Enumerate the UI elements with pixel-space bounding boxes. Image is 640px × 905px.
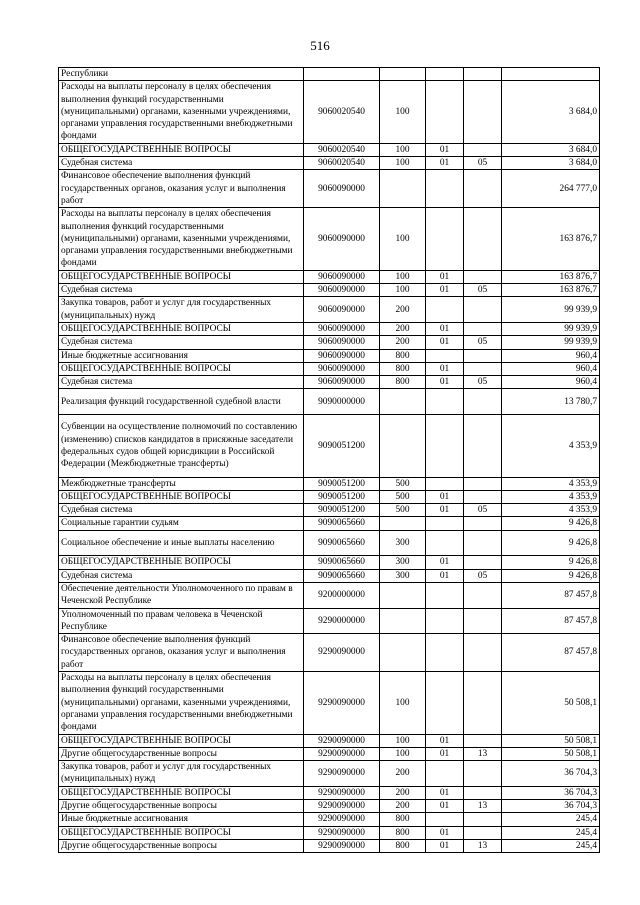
- row-section: [426, 297, 464, 323]
- row-section: 01: [426, 376, 464, 389]
- row-amount: 245,4: [502, 839, 600, 852]
- row-subsection: [464, 362, 502, 375]
- row-expense-group: 100: [380, 270, 426, 283]
- row-subsection: [464, 143, 502, 156]
- row-subsection: [464, 582, 502, 608]
- row-expense-group: 200: [380, 336, 426, 349]
- row-section: 01: [426, 504, 464, 517]
- row-amount: [502, 68, 600, 81]
- row-subsection: [464, 170, 502, 208]
- row-code: 9060020540: [304, 81, 380, 144]
- row-amount: 960,4: [502, 376, 600, 389]
- row-subsection: 05: [464, 284, 502, 297]
- row-subsection: [464, 297, 502, 323]
- row-code: 9290090000: [304, 634, 380, 672]
- row-amount: 4 353,9: [502, 490, 600, 503]
- row-amount: 50 508,1: [502, 747, 600, 760]
- table-row: [59, 747, 600, 760]
- row-name: Судебная система: [59, 336, 304, 349]
- row-code: 9290090000: [304, 799, 380, 812]
- row-name: Судебная система: [59, 157, 304, 170]
- row-subsection: [464, 761, 502, 787]
- row-expense-group: 200: [380, 799, 426, 812]
- row-subsection: [464, 813, 502, 826]
- table-row: [59, 672, 600, 735]
- table-row: [59, 322, 600, 335]
- table-row: [59, 143, 600, 156]
- row-subsection: 13: [464, 799, 502, 812]
- table-row: [59, 389, 600, 415]
- table-row: [59, 569, 600, 582]
- table-row: [59, 786, 600, 799]
- row-subsection: [464, 490, 502, 503]
- row-amount: 9 426,8: [502, 530, 600, 556]
- table-row: [59, 734, 600, 747]
- row-code: 9090000000: [304, 389, 380, 415]
- table-row: [59, 490, 600, 503]
- row-section: 01: [426, 336, 464, 349]
- row-name: Республики: [59, 68, 304, 81]
- row-subsection: [464, 68, 502, 81]
- row-name: Закупка товаров, работ и услуг для государственных (муниципальных) нужд: [59, 297, 304, 323]
- table-row: [59, 799, 600, 812]
- row-section: [426, 517, 464, 530]
- row-code: 9290090000: [304, 734, 380, 747]
- row-amount: 87 457,8: [502, 608, 600, 634]
- row-name: Обеспечение деятельности Уполномоченного по правам в Чеченской Республике: [59, 582, 304, 608]
- row-code: 9060090000: [304, 284, 380, 297]
- row-code: 9060090000: [304, 270, 380, 283]
- row-expense-group: 200: [380, 322, 426, 335]
- table-row: [59, 839, 600, 852]
- table-row: [59, 284, 600, 297]
- row-section: [426, 68, 464, 81]
- row-amount: 163 876,7: [502, 208, 600, 271]
- row-expense-group: [380, 582, 426, 608]
- row-section: [426, 170, 464, 208]
- row-code: [304, 68, 380, 81]
- row-code: 9090065660: [304, 530, 380, 556]
- row-section: 01: [426, 284, 464, 297]
- row-subsection: [464, 530, 502, 556]
- row-name: Расходы на выплаты персоналу в целях обеспечения выполнения функций государственными (муниципальными) органами, казенными учреждениями, органами управления государственными внебюджетными фондами: [59, 208, 304, 271]
- table-row: [59, 297, 600, 323]
- row-amount: 36 704,3: [502, 761, 600, 787]
- row-code: 9090051200: [304, 504, 380, 517]
- row-expense-group: 100: [380, 734, 426, 747]
- table-row: [59, 634, 600, 672]
- budget-table: [58, 67, 600, 853]
- row-code: 9060020540: [304, 157, 380, 170]
- row-expense-group: 100: [380, 157, 426, 170]
- row-name: Социальные гарантии судьям: [59, 517, 304, 530]
- row-section: [426, 813, 464, 826]
- row-amount: 163 876,7: [502, 270, 600, 283]
- table-row: [59, 362, 600, 375]
- row-section: 01: [426, 839, 464, 852]
- row-subsection: 05: [464, 157, 502, 170]
- row-name: Судебная система: [59, 376, 304, 389]
- table-row: [59, 208, 600, 271]
- row-code: 9060090000: [304, 336, 380, 349]
- row-subsection: 05: [464, 336, 502, 349]
- row-amount: 36 704,3: [502, 799, 600, 812]
- row-subsection: [464, 349, 502, 362]
- row-code: 9090065660: [304, 517, 380, 530]
- row-expense-group: 100: [380, 284, 426, 297]
- table-row: [59, 81, 600, 144]
- row-section: 01: [426, 322, 464, 335]
- row-amount: 50 508,1: [502, 734, 600, 747]
- table-row: [59, 68, 600, 81]
- row-expense-group: [380, 634, 426, 672]
- row-section: [426, 349, 464, 362]
- row-expense-group: 500: [380, 490, 426, 503]
- row-section: 01: [426, 799, 464, 812]
- row-section: [426, 477, 464, 490]
- row-expense-group: 800: [380, 376, 426, 389]
- row-code: 9090065660: [304, 569, 380, 582]
- row-section: [426, 81, 464, 144]
- row-code: 9290090000: [304, 813, 380, 826]
- table-row: [59, 376, 600, 389]
- row-amount: 3 684,0: [502, 157, 600, 170]
- row-amount: 960,4: [502, 349, 600, 362]
- row-name: Судебная система: [59, 284, 304, 297]
- row-name: ОБЩЕГОСУДАРСТВЕННЫЕ ВОПРОСЫ: [59, 362, 304, 375]
- row-name: ОБЩЕГОСУДАРСТВЕННЫЕ ВОПРОСЫ: [59, 734, 304, 747]
- table-row: [59, 517, 600, 530]
- row-subsection: 05: [464, 504, 502, 517]
- row-code: 9200000000: [304, 582, 380, 608]
- row-name: Финансовое обеспечение выполнения функций государственных органов, оказания услуг и выполнения работ: [59, 634, 304, 672]
- row-amount: 9 426,8: [502, 556, 600, 569]
- row-expense-group: [380, 608, 426, 634]
- table-row: [59, 415, 600, 478]
- row-name: Субвенции на осуществление полномочий по составлению (изменению) списков кандидатов в присяжные заседатели федеральных судов общей юрисдикции в Российской Федерации (Межбюджетные трансферты): [59, 415, 304, 478]
- row-name: ОБЩЕГОСУДАРСТВЕННЫЕ ВОПРОСЫ: [59, 270, 304, 283]
- row-code: 9090065660: [304, 556, 380, 569]
- row-amount: 99 939,9: [502, 322, 600, 335]
- row-amount: 4 353,9: [502, 415, 600, 478]
- row-expense-group: 300: [380, 569, 426, 582]
- row-name: Судебная система: [59, 504, 304, 517]
- row-section: 01: [426, 490, 464, 503]
- table-row: [59, 826, 600, 839]
- table-row: [59, 336, 600, 349]
- row-subsection: [464, 734, 502, 747]
- row-code: 9290090000: [304, 761, 380, 787]
- row-code: 9290090000: [304, 747, 380, 760]
- row-expense-group: [380, 389, 426, 415]
- row-amount: 163 876,7: [502, 284, 600, 297]
- row-amount: 13 780,7: [502, 389, 600, 415]
- row-name: Закупка товаров, работ и услуг для государственных (муниципальных) нужд: [59, 761, 304, 787]
- table-row: [59, 157, 600, 170]
- row-code: 9060090000: [304, 362, 380, 375]
- row-code: 9290090000: [304, 786, 380, 799]
- row-amount: 9 426,8: [502, 569, 600, 582]
- table-row: [59, 170, 600, 208]
- row-name: Уполномоченный по правам человека в Чеченской Республике: [59, 608, 304, 634]
- row-amount: 3 684,0: [502, 143, 600, 156]
- row-section: 01: [426, 747, 464, 760]
- row-expense-group: [380, 415, 426, 478]
- row-expense-group: 100: [380, 143, 426, 156]
- row-code: 9060090000: [304, 297, 380, 323]
- row-subsection: 05: [464, 376, 502, 389]
- table-row: [59, 349, 600, 362]
- row-section: 01: [426, 786, 464, 799]
- row-amount: 36 704,3: [502, 786, 600, 799]
- row-amount: 9 426,8: [502, 517, 600, 530]
- row-name: Другие общегосударственные вопросы: [59, 839, 304, 852]
- row-code: 9060090000: [304, 170, 380, 208]
- row-section: [426, 530, 464, 556]
- row-subsection: [464, 81, 502, 144]
- row-name: Иные бюджетные ассигнования: [59, 813, 304, 826]
- row-code: 9290090000: [304, 672, 380, 735]
- table-row: [59, 813, 600, 826]
- table-row: [59, 477, 600, 490]
- row-amount: 3 684,0: [502, 81, 600, 144]
- row-amount: 99 939,9: [502, 336, 600, 349]
- row-section: 01: [426, 362, 464, 375]
- row-code: 9090051200: [304, 415, 380, 478]
- table-row: [59, 582, 600, 608]
- row-expense-group: [380, 68, 426, 81]
- row-name: Иные бюджетные ассигнования: [59, 349, 304, 362]
- row-subsection: [464, 208, 502, 271]
- row-name: ОБЩЕГОСУДАРСТВЕННЫЕ ВОПРОСЫ: [59, 490, 304, 503]
- row-expense-group: 800: [380, 362, 426, 375]
- row-code: 9090051200: [304, 477, 380, 490]
- row-amount: 87 457,8: [502, 634, 600, 672]
- table-row: [59, 530, 600, 556]
- row-name: Межбюджетные трансферты: [59, 477, 304, 490]
- row-subsection: [464, 389, 502, 415]
- row-expense-group: 100: [380, 747, 426, 760]
- page-number: 516: [310, 38, 330, 53]
- row-subsection: [464, 634, 502, 672]
- row-amount: 4 353,9: [502, 504, 600, 517]
- row-expense-group: 100: [380, 208, 426, 271]
- row-expense-group: 800: [380, 813, 426, 826]
- row-name: Расходы на выплаты персоналу в целях обеспечения выполнения функций государственными (муниципальными) органами, казенными учреждениями, органами управления государственными внебюджетными фондами: [59, 672, 304, 735]
- row-amount: 4 353,9: [502, 477, 600, 490]
- row-section: 01: [426, 143, 464, 156]
- row-subsection: [464, 826, 502, 839]
- table-row: [59, 504, 600, 517]
- row-section: 01: [426, 157, 464, 170]
- row-section: 01: [426, 556, 464, 569]
- row-subsection: [464, 322, 502, 335]
- row-subsection: 05: [464, 569, 502, 582]
- table-row: [59, 608, 600, 634]
- row-expense-group: [380, 170, 426, 208]
- row-amount: 99 939,9: [502, 297, 600, 323]
- row-code: 9290090000: [304, 839, 380, 852]
- row-section: [426, 634, 464, 672]
- row-code: 9060090000: [304, 349, 380, 362]
- row-expense-group: 300: [380, 556, 426, 569]
- row-name: ОБЩЕГОСУДАРСТВЕННЫЕ ВОПРОСЫ: [59, 786, 304, 799]
- table-row: [59, 761, 600, 787]
- row-subsection: [464, 517, 502, 530]
- row-name: ОБЩЕГОСУДАРСТВЕННЫЕ ВОПРОСЫ: [59, 143, 304, 156]
- row-expense-group: 500: [380, 477, 426, 490]
- row-expense-group: 100: [380, 672, 426, 735]
- row-section: 01: [426, 569, 464, 582]
- row-section: [426, 608, 464, 634]
- row-expense-group: [380, 517, 426, 530]
- row-section: [426, 761, 464, 787]
- row-subsection: [464, 556, 502, 569]
- row-code: 9060090000: [304, 322, 380, 335]
- row-expense-group: 300: [380, 530, 426, 556]
- row-name: Расходы на выплаты персоналу в целях обеспечения выполнения функций государственными (муниципальными) органами, казенными учреждениями, органами управления государственными внебюджетными фондами: [59, 81, 304, 144]
- row-subsection: [464, 415, 502, 478]
- row-expense-group: 800: [380, 839, 426, 852]
- row-subsection: 13: [464, 747, 502, 760]
- row-amount: 245,4: [502, 826, 600, 839]
- row-code: 9290090000: [304, 826, 380, 839]
- row-code: 9090051200: [304, 490, 380, 503]
- table-row: [59, 270, 600, 283]
- row-name: Социальное обеспечение и иные выплаты населению: [59, 530, 304, 556]
- row-expense-group: 200: [380, 761, 426, 787]
- row-code: 9290000000: [304, 608, 380, 634]
- row-amount: 50 508,1: [502, 672, 600, 735]
- row-name: ОБЩЕГОСУДАРСТВЕННЫЕ ВОПРОСЫ: [59, 556, 304, 569]
- row-subsection: [464, 270, 502, 283]
- row-expense-group: 200: [380, 786, 426, 799]
- row-expense-group: 800: [380, 826, 426, 839]
- table-row: [59, 556, 600, 569]
- row-subsection: [464, 477, 502, 490]
- row-name: Финансовое обеспечение выполнения функций государственных органов, оказания услуг и выполнения работ: [59, 170, 304, 208]
- row-section: [426, 208, 464, 271]
- row-code: 9060090000: [304, 208, 380, 271]
- row-expense-group: 100: [380, 81, 426, 144]
- row-amount: 264 777,0: [502, 170, 600, 208]
- row-amount: 960,4: [502, 362, 600, 375]
- row-subsection: [464, 608, 502, 634]
- row-name: ОБЩЕГОСУДАРСТВЕННЫЕ ВОПРОСЫ: [59, 322, 304, 335]
- row-expense-group: 200: [380, 297, 426, 323]
- row-section: [426, 582, 464, 608]
- row-expense-group: 500: [380, 504, 426, 517]
- row-subsection: [464, 672, 502, 735]
- row-name: Другие общегосударственные вопросы: [59, 747, 304, 760]
- row-name: Другие общегосударственные вопросы: [59, 799, 304, 812]
- row-name: ОБЩЕГОСУДАРСТВЕННЫЕ ВОПРОСЫ: [59, 826, 304, 839]
- row-amount: 87 457,8: [502, 582, 600, 608]
- row-subsection: 13: [464, 839, 502, 852]
- row-code: 9060090000: [304, 376, 380, 389]
- row-expense-group: 800: [380, 349, 426, 362]
- row-subsection: [464, 786, 502, 799]
- budget-table-body: [59, 68, 600, 853]
- row-section: [426, 672, 464, 735]
- row-section: 01: [426, 826, 464, 839]
- row-section: 01: [426, 734, 464, 747]
- row-section: 01: [426, 270, 464, 283]
- row-amount: 245,4: [502, 813, 600, 826]
- row-section: [426, 389, 464, 415]
- row-name: Реализация функций государственной судебной власти: [59, 389, 304, 415]
- row-code: 9060020540: [304, 143, 380, 156]
- row-section: [426, 415, 464, 478]
- row-name: Судебная система: [59, 569, 304, 582]
